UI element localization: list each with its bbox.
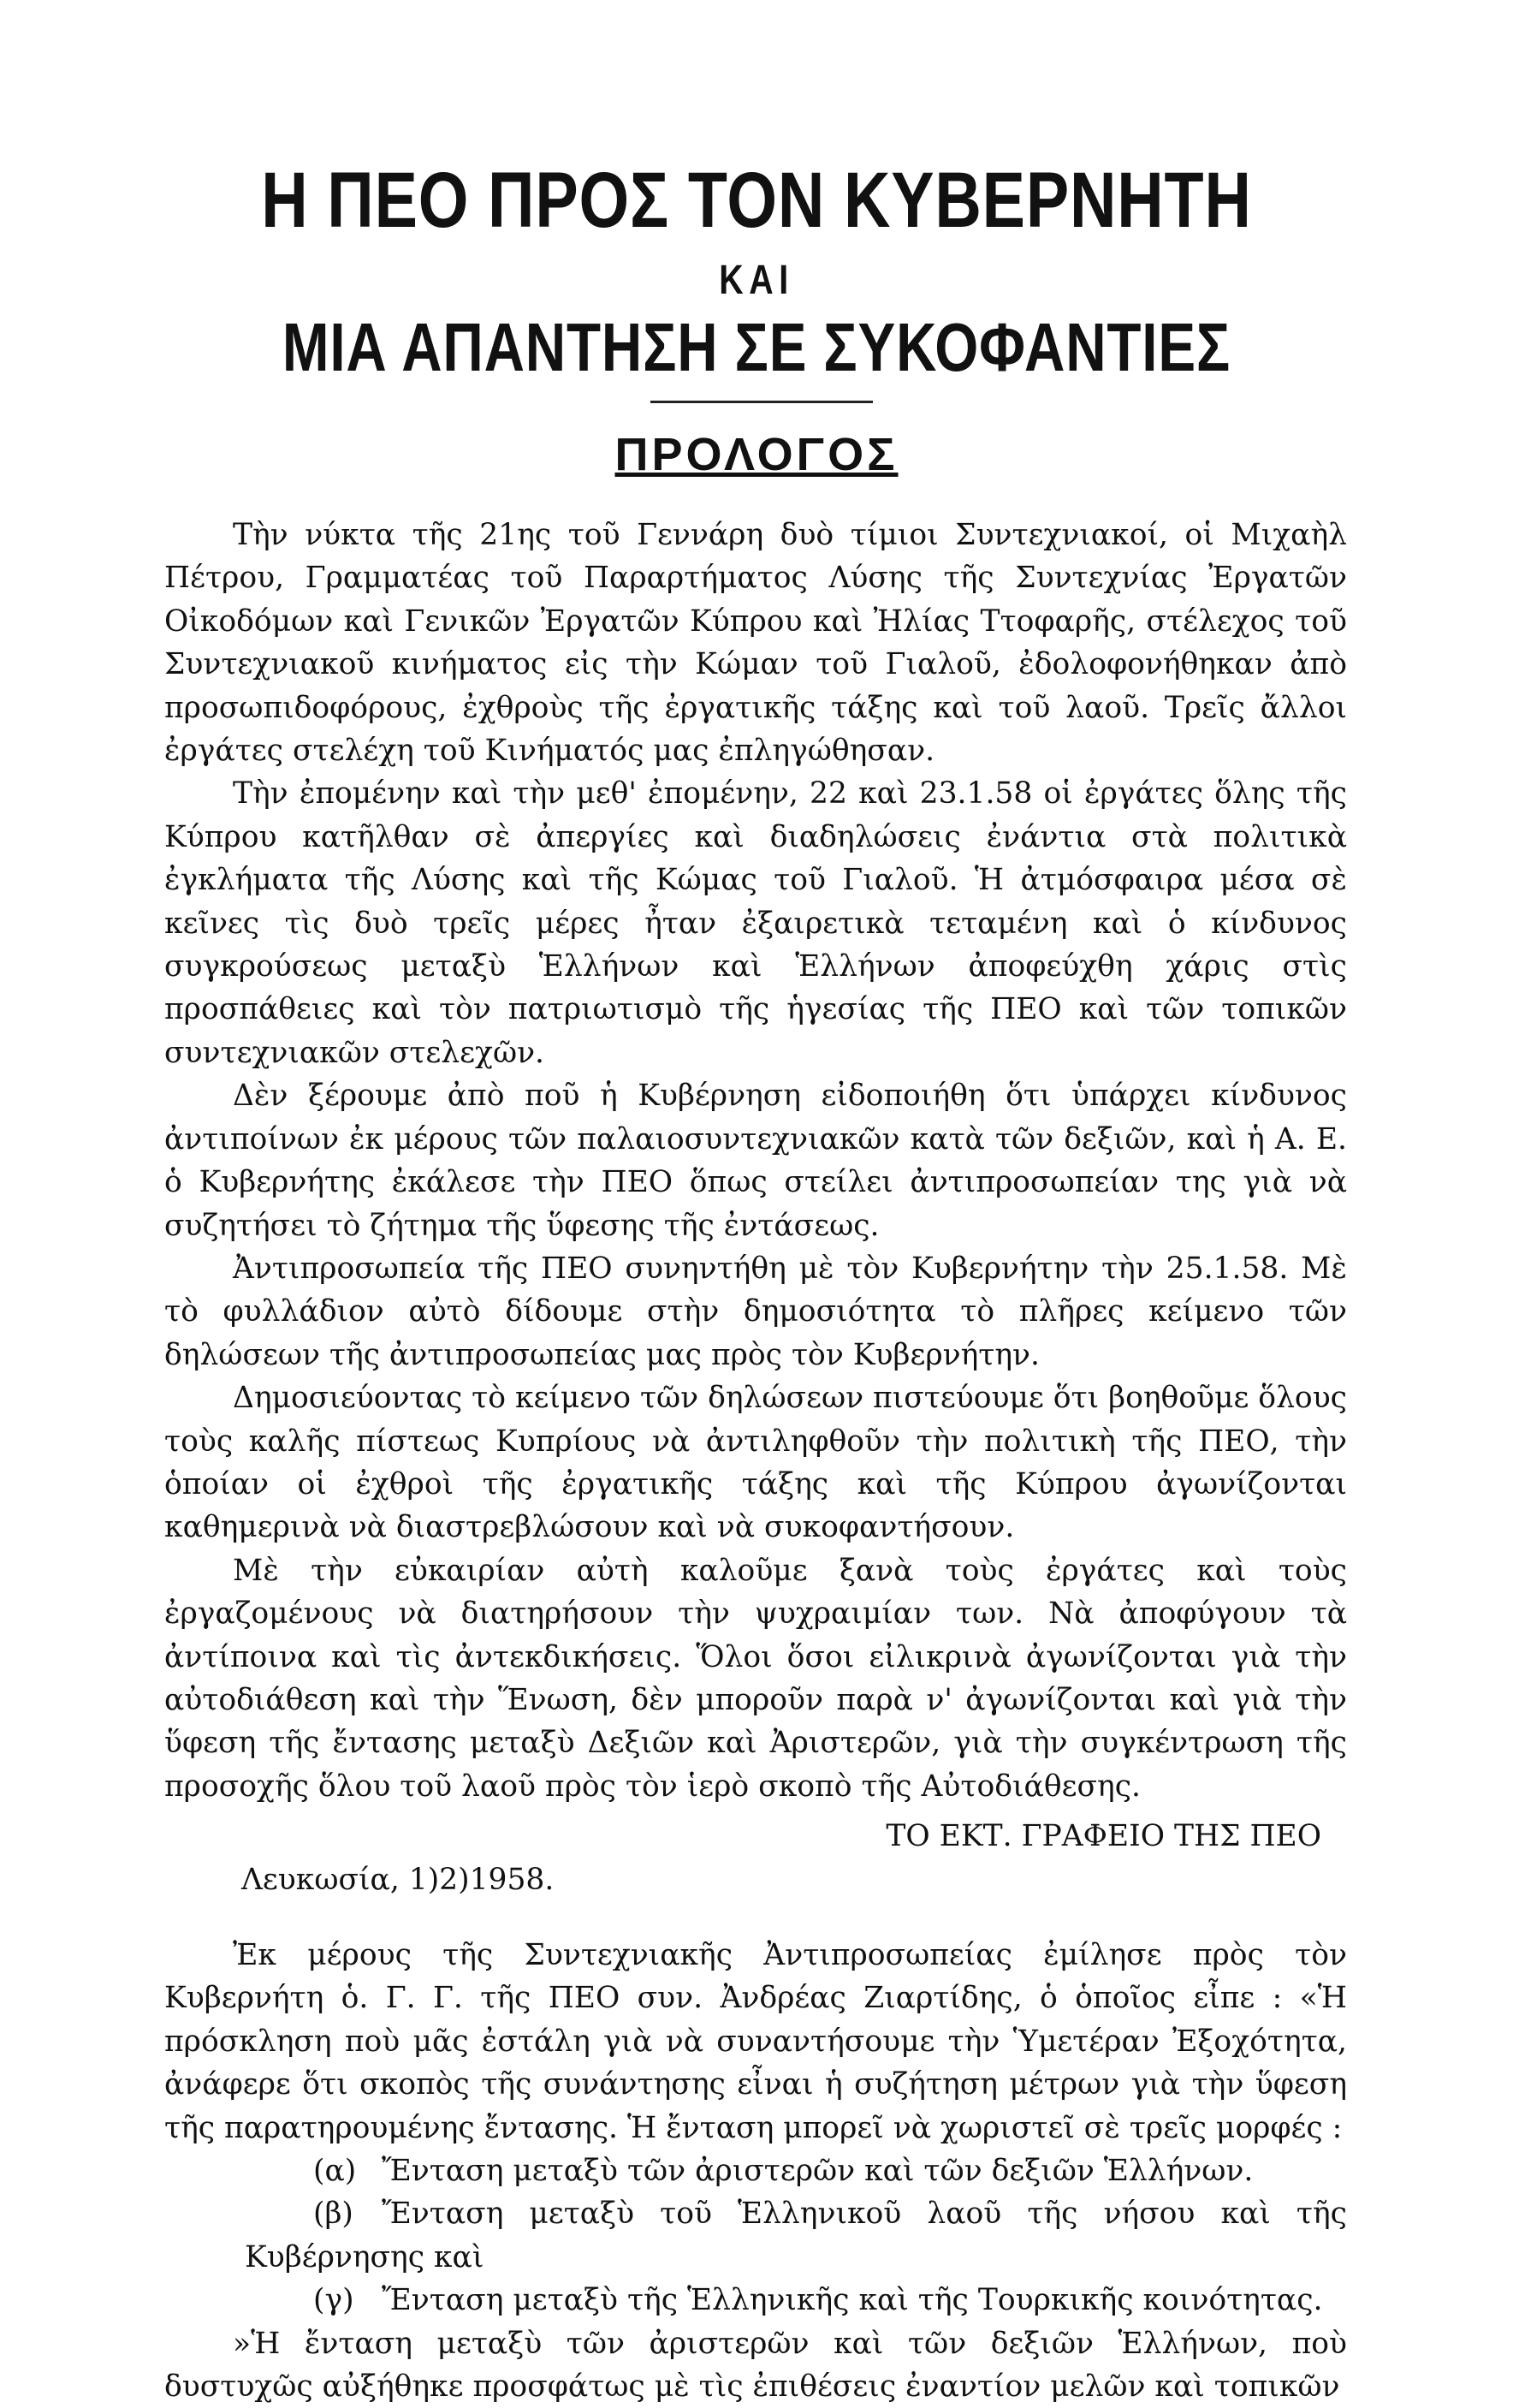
list-item-text: Ἔνταση μεταξὺ τῆς Ἑλληνικῆς καὶ τῆς Τουρκικῆς κοινότητας.	[382, 2283, 1323, 2318]
paragraph: Τὴν νύκτα τῆς 21ης τοῦ Γεννάρη δυὸ τίμιοι Συντεχνιακοί, οἱ Μιχαὴλ Πέτρου, Γραμματέας τοῦ Παραρτήματος Λύσης τῆς Συντεχνίας Ἐργατῶν Οἰκοδόμων καὶ Γενικῶν Ἐργατῶν Κύπρου καὶ Ἠλίας Ττοφαρῆς, στέλεχος τοῦ Συντεχνιακοῦ κινήματος εἰς τὴν Κώμαν τοῦ Γιαλοῦ, ἐδολοφονήθηκαν ἀπὸ προσωπιδοφόρους, ἐχθροὺς τῆς ἐργατικῆς τάξης καὶ τοῦ λαοῦ. Τρεῖς ἄλλοι ἐργάτες στελέχη τοῦ Κινήματός μας ἐπληγώθησαν.	[164, 518, 1347, 769]
paragraph: Δημοσιεύοντας τὸ κείμενο τῶν δηλώσεων πιστεύουμε ὅτι βοηθοῦμε ὅλους τοὺς καλῆς πίστεως Κυπρίους νὰ ἀντιληφθοῦν τὴν πολιτικὴ τῆς ΠΕΟ, τὴν ὁποίαν οἱ ἐχθροὶ τῆς ἐργατικῆς τάξης καὶ τῆς Κύπρου ἀγωνίζονται καθημερινὰ νὰ διαστρεβλώσουν καὶ νὰ συκοφαντήσουν.	[164, 1381, 1347, 1545]
paragraph: Δὲν ξέρουμε ἀπὸ ποῦ ἡ Κυβέρνηση εἰδοποιήθη ὅτι ὑπάρχει κίνδυνος ἀντιποίνων ἐκ μέρους τῶν παλαιοσυντεχνιακῶν κατὰ τῶν δεξιῶν, καὶ ἡ Α. Ε. ὁ Κυβερνήτης ἐκάλεσε τὴν ΠΕΟ ὅπως στείλει ἀντιπροσωπείαν της γιὰ νὰ συζητήσει τὸ ζήτημα τῆς ὕφεσης τῆς ἐντάσεως.	[164, 1079, 1347, 1243]
list-item	[164, 2149, 1347, 2192]
list-marker: (γ)	[313, 2283, 354, 2318]
paragraph: Ἀντιπροσωπεία τῆς ΠΕΟ συνηντήθη μὲ τὸν Κυβερνήτην τὴν 25.1.58. Μὲ τὸ φυλλάδιον αὐτὸ δίδουμε στὴν δημοσιότητα τὸ πλῆρες κείμενο τῶν δηλώσεων τῆς ἀντιπροσωπείας μας πρὸς τὸν Κυβερνήτην.	[164, 1251, 1347, 1372]
list-item	[164, 2279, 1347, 2322]
paragraph: Τὴν ἐπομένην καὶ τὴν μεθ' ἐπομένην, 22 καὶ 23.1.58 οἱ ἐργάτες ὅλης τῆς Κύπρου κατῆλθαν σὲ ἀπεργίες καὶ διαδηλώσεις ἐνάντια στὰ πολιτικὰ ἐγκλήματα τῆς Λύσης καὶ τῆς Κώμας τοῦ Γιαλοῦ. Ἡ ἀτμόσφαιρα μέσα σὲ κεῖνες τὶς δυὸ τρεῖς μέρες ἦταν ἐξαιρετικὰ τεταμένη καὶ ὁ κίνδυνος συγκρούσεως μεταξὺ Ἑλλήνων καὶ Ἑλλήνων ἀποφεύχθη χάρις στὶς προσπάθειες καὶ τὸν πατριωτισμὸ τῆς ἡγεσίας τῆς ΠΕΟ καὶ τῶν τοπικῶν συντεχνιακῶν στελεχῶν.	[164, 776, 1347, 1070]
list-item-text: Ἔνταση μεταξὺ τῶν ἀριστερῶν καὶ τῶν δεξιῶν Ἑλλήνων.	[382, 2154, 1254, 2189]
list-marker: (α)	[313, 2154, 357, 2189]
speech-intro: Ἐκ μέρους τῆς Συντεχνιακῆς Ἀντιπροσωπείας ἐμίλησε πρὸς τὸν Κυβερνήτη ὁ. Γ. Γ. τῆς ΠΕΟ συν. Ἀνδρέας Ζιαρτίδης, ὁ ὁποῖος εἶπε : «Ἡ πρόσκληση ποὺ μᾶς ἐστάλη γιὰ νὰ συναντήσουμε τὴν Ὑμετέραν Ἐξοχότητα, ἀνάφερε ὅτι σκοπὸς τῆς συνάντησης εἶναι ἡ συζήτηση μέτρων γιὰ τὴν ὕφεση τῆς παρατηρουμένης ἔντασης. Ἡ ἔνταση μπορεῖ νὰ χωριστεῖ σὲ τρεῖς μορφές :	[164, 1938, 1347, 2145]
title-conjunction: ΚΑΙ	[719, 258, 794, 303]
signature: ΤΟ ΕΚΤ. ΓΡΑΦΕΙΟ ΤΗΣ ΠΕΟ	[886, 1819, 1321, 1854]
title-divider	[650, 401, 873, 403]
place-date: Λευκωσία, 1)2)1958.	[241, 1862, 555, 1897]
document-subtitle: ΜΙΑ ΑΠΑΝΤΗΣΗ ΣΕ ΣΥΚΟΦΑΝΤΙΕΣ	[282, 309, 1231, 385]
document-body	[164, 514, 1347, 2408]
list-item-text: Ἔνταση μεταξὺ τοῦ Ἑλληνικοῦ λαοῦ τῆς νήσου καὶ τῆς Κυβέρνησης καὶ	[245, 2197, 1347, 2274]
section-heading: ΠΡΟΛΟΓΟΣ	[614, 429, 899, 480]
closing-paragraph: »Ἡ ἔνταση μεταξὺ τῶν ἀριστερῶν καὶ τῶν δεξιῶν Ἑλλήνων, ποὺ δυστυχῶς αὐξήθηκε προσφάτως μὲ τὶς ἐπιθέσεις ἐναντίον μελῶν καὶ τοπικῶν	[164, 2326, 1347, 2405]
paragraph: Μὲ τὴν εὐκαιρίαν αὐτὴ καλοῦμε ξανὰ τοὺς ἐργάτες καὶ τοὺς ἐργαζομένους νὰ διατηρήσουν τὴν ψυχραιμίαν των. Νὰ ἀποφύγουν τὰ ἀντίποινα καὶ τὶς ἀντεκδικήσεις. Ὅλοι ὅσοι εἰλικρινὰ ἀγωνίζονται γιὰ τὴν αὐτοδιάθεση καὶ τὴν Ἕνωση, δὲν μποροῦν παρὰ ν' ἀγωνίζονται καὶ γιὰ τὴν ὕφεση τῆς ἔντασης μεταξὺ Δεξιῶν καὶ Ἀριστερῶν, γιὰ τὴν συγκέντρωση τῆς προσοχῆς ὅλου τοῦ λαοῦ πρὸς τὸν ἱερὸ σκοπὸ τῆς Αὐτοδιάθεσης.	[164, 1553, 1347, 1804]
list-item	[164, 2192, 1347, 2279]
list-marker: (β)	[313, 2197, 353, 2232]
document-title: Η ΠΕΟ ΠΡΟΣ ΤΟΝ ΚΥΒΕΡΝΗΤΗ	[261, 157, 1252, 244]
